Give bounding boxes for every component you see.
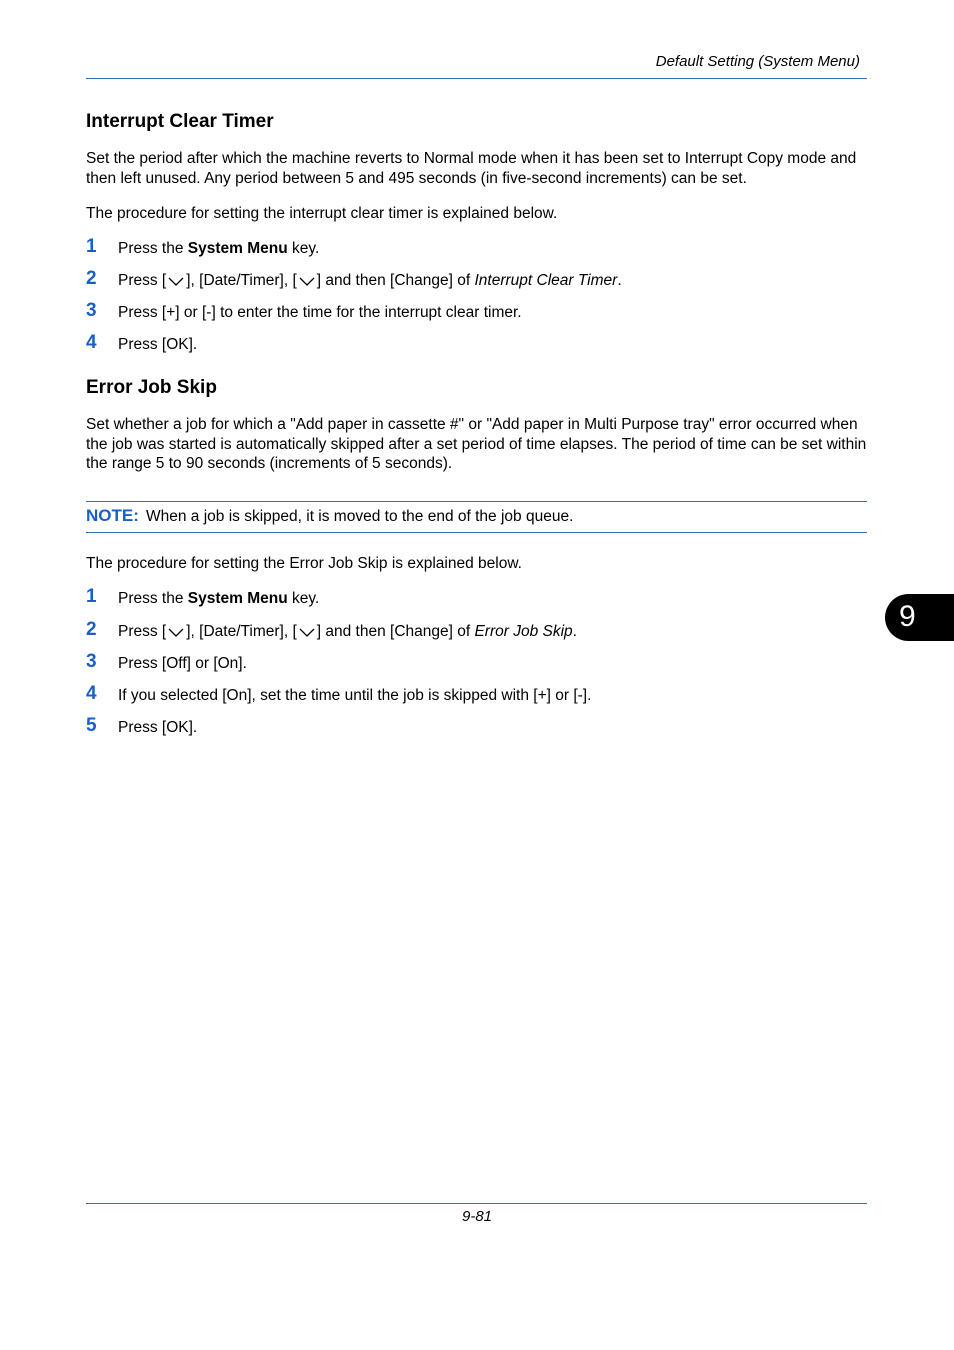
step-text: Press the System Menu key.: [118, 590, 320, 607]
chevron-down-icon: [298, 625, 316, 639]
section-title-error-job-skip: Error Job Skip: [86, 377, 217, 398]
step-number: 2: [86, 268, 97, 289]
system-menu-key: System Menu: [187, 240, 288, 257]
step-text: Press [+] or [-] to enter the time for the interrupt clear timer.: [118, 304, 522, 321]
note-text: When a job is skipped, it is moved to the end of the job queue.: [146, 508, 574, 525]
step-number: 1: [86, 236, 97, 257]
step-2: [86, 268, 867, 293]
step-2: [86, 619, 867, 644]
step-1: [86, 236, 867, 261]
step-text: Press [ ], [Date/Timer], [ ] and then [Change] of Interrupt Clear Timer.: [118, 272, 622, 289]
section2-description: Set whether a job for which a "Add paper in cassette #" or "Add paper in Multi Purpose tray" error occurred when the job was started is automatically skipped after a set period of time elapses. The period of time can be set within the range 5 to 90 seconds (increments of 5 seconds).: [86, 416, 867, 472]
system-menu-key: System Menu: [187, 590, 288, 607]
page-number: 9-81: [461, 1208, 493, 1225]
section1-description: Set the period after which the machine reverts to Normal mode when it has been set to Interrupt Copy mode and then left unused. Any period between 5 and 495 seconds (in five-second increments) can be set.: [86, 150, 857, 187]
section1-intro: The procedure for setting the interrupt clear timer is explained below.: [86, 205, 558, 222]
step-number: 4: [86, 683, 97, 704]
setting-name: Error Job Skip: [474, 623, 573, 640]
step-number: 3: [86, 651, 97, 672]
step-4: [86, 683, 867, 708]
note-label: NOTE:: [86, 506, 139, 525]
section-title-interrupt-clear-timer: Interrupt Clear Timer: [86, 111, 274, 132]
step-text: Press [ ], [Date/Timer], [ ] and then [Change] of Error Job Skip.: [118, 623, 577, 640]
chevron-down-icon: [167, 625, 185, 639]
chevron-down-icon: [298, 274, 316, 288]
step-text: Press the System Menu key.: [118, 240, 320, 257]
step-number: 1: [86, 586, 97, 607]
header-rule: [86, 78, 867, 79]
running-head: Default Setting (System Menu): [655, 53, 860, 70]
step-number: 5: [86, 715, 97, 736]
footer-rule: [86, 1203, 867, 1204]
step-text: Press [OK].: [118, 719, 198, 736]
step-number: 3: [86, 300, 97, 321]
note-box: [86, 501, 867, 533]
section2-intro: The procedure for setting the Error Job Skip is explained below.: [86, 555, 522, 572]
step-number: 2: [86, 619, 97, 640]
setting-name: Interrupt Clear Timer: [474, 272, 618, 289]
step-5: [86, 715, 867, 740]
step-text: Press [OK].: [118, 336, 198, 353]
chapter-tab: [885, 594, 954, 641]
step-1: [86, 586, 867, 611]
chevron-down-icon: [167, 274, 185, 288]
step-number: 4: [86, 332, 97, 353]
step-text: If you selected [On], set the time until the job is skipped with [+] or [-].: [118, 687, 592, 704]
step-3: [86, 651, 867, 676]
step-4: [86, 332, 867, 357]
step-3: [86, 300, 867, 325]
chapter-number: 9: [899, 600, 916, 633]
step-text: Press [Off] or [On].: [118, 655, 247, 672]
